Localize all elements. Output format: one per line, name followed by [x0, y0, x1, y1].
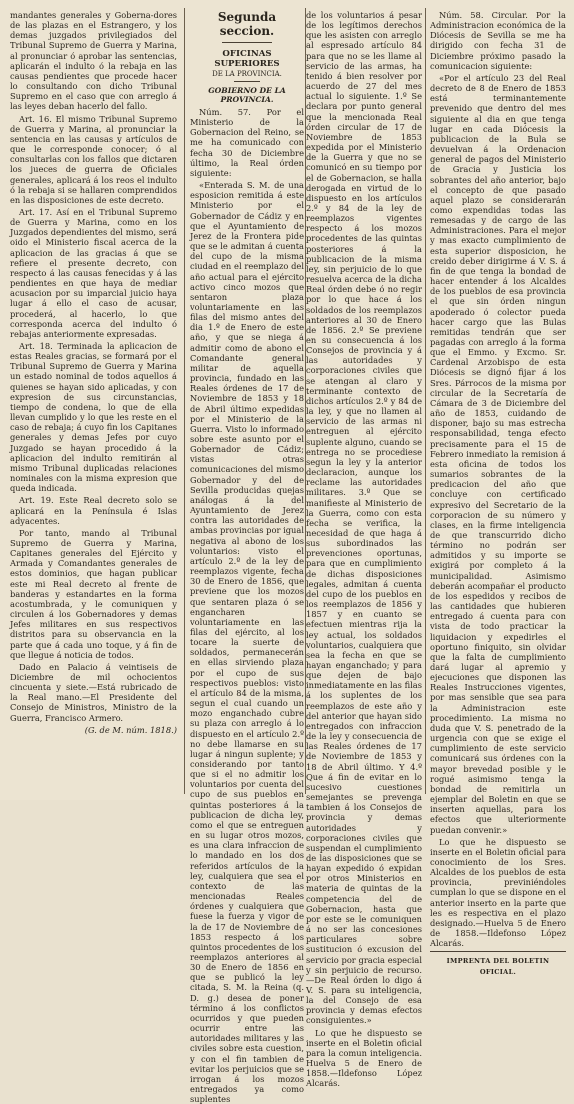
paragraph: «Por el artículo 23 del Real decreto de 8 de Enero de 1853 está terminantemente prevenido que dentro del mes siguiente al dia en que tenga lugar en cada Diócesis la publicacion de la Bula se devuelvan á la Ordenacion general de pagos del Ministerio de Gracia y Justicia los sobrantes del año anterior, bajo el concepto de que pasado aquel plazo se considerarán como expendidas todas las remesadas y de cargo de las Administraciones. Para el mejor y mas exacto cumplimiento de esta superior disposicion, he creido deber dirigirme á V. S. á fin de que tenga la bondad de hacer entender á los Alcaldes de los pueblos de esa provincia el que sin órden ningun apoderado ó colector pueda hacer cargo que las Bulas remitidas tendrán que ser pagadas con arreglo á la forma que el Emmo. y Excmo. Sr. Cardenal Arzobispo de esta Diócesis se dignó fijar á los Sres. Párrocos de la misma por circular de la Secretaría de Cámara de 3 de Diciembre del año de 1853, cuidando de disponer, bajo su mas estrecha responsabilidad, tenga efecto precisamente para el 15 de Febrero inmediato la remision á esta oficina de todos los sumarios sobrantes de la predicacion del año que concluye con certificado expresivo del Secretario de la corporacion de su número y clases, en la firme inteligencia de que transcurrido dicho término no podrán ser admitidos y su importe se exigirá por completo á la municipalidad. Asimismo deberán acompañar el producto de los espedidos y recibos de las cantidades que hubieren entregado á cuenta para con vista de todo practicar la liquidacion y expedirles el oportuno finiquito, sin olvidar que la falta de cumplimiento dará lugar al apremio y ejecuciones que disponen las Reales Instrucciones vigentes, por mas sensible que sea para la Administracion este procedimiento. La misma no duda que V. S. penetrado de la urgencia con que se exige el cumplimiento de este servicio comunicará sus órdenes con la mayor brevedad posible y le rogué asimismo tenga la bondad de remitirla un ejemplar del Boletin en que se inserten aquellas, para los efectos que ulteriormente puedan convenir.»: [430, 72, 566, 835]
separator: [234, 81, 260, 82]
paragraph: mandantes generales y Goberna-dores de las plazas en el Estrangero, y los demas juzgados privilegiados del Tribunal Supremo de Guerra y Marina, al pronunciar ó aprobar las sentencias, aplicarán el indulto ó la rebaja en las causas pendientes que procede hacer lo consultando con dicho Tribunal Supremo en el caso que con arreglo á las leyes deban hacerlo del fallo.: [10, 10, 177, 112]
paragraph: Art. 19. Este Real decreto solo se aplicará en la Península é Islas adyacentes.: [10, 495, 177, 526]
government-heading: GOBIERNO DE LA PROVINCIA.: [208, 86, 286, 104]
gazette-reference: (G. de M. núm. 1818.): [84, 724, 177, 735]
imprint: IMPRENTA DEL BOLETIN OFICIAL.: [446, 957, 550, 976]
paragraph: Art. 18. Terminada la aplicacion de estas Reales gracias, se formará por el Tribunal Supremo de Guerra y Marina un estado nominal de todos aquellos á quienes se hayan sido aplicadas, y con expresion de sus circunstancias, tiempo de condena, lo que de ella llevan cumplido y lo que les reste en el caso de rebaja; á cuyo fin los Capitanes generales y demas Jefes por cuyo Juzgado se hayan procedido á la aplicacion del indulto remitirán al mismo Tribunal duplicadas relaciones nominales con la misma expresion que queda indicada.: [10, 341, 177, 494]
separator: [222, 42, 272, 43]
paragraph: Art. 17. Así en el Tribunal Supremo de Guerra y Marina, como en los Juzgados dependientes del mismo, será oido el Ministerio fiscal acerca de la aplicacion de las gracias á que se refiere el presente decreto, con respecto á las causas fenecidas y á las pendientes en que haya de mediar acusacion por su imparcial juicio haya lugar á ello el caso de acusar, procederá, al hacerlo, lo que corresponda acerca del indulto ó rebajas anteriormente expresadas.: [10, 206, 177, 339]
paragraph: Art. 16. El mismo Tribunal Supremo de Guerra y Marina, al pronunciar la sentencia en las causas y artículos de que le corresponde conocer; ó al consultarlas con los fallos que dictaren los jueces de guerra de Oficiales generales, aplicará á los reos el indulto ó la rebaja si se hallaren comprendidos en las disposiciones de este decreto.: [10, 113, 177, 205]
paragraph: Núm. 57. Por el Ministerio de la Gobernacion del Reino, se me ha comunicado con fecha 30 de Diciembre último, la Real órden siguiente:: [190, 107, 304, 178]
column-4: [430, 10, 566, 976]
paragraph: «Enterada S. M. de una esposicion remitida á este Ministerio por el Gobernador de Cádiz y en que el Ayuntamiento de Jerez de la Frontera pide que se le admitan á cuenta del cupo de la misma ciudad en el reemplazo del año actual para el ejército activo cinco mozos que sentaron plaza voluntariamente en las filas del mismo antes del dia 1.º de Enero de este año, y que se niega á admitir como de abono el Comandante general militar de aquella provincia, fundado en las Reales órdenes de 17 de Noviembre de 1853 y 18 de Abril último expedidas por el Ministerio de la Guerra. Visto lo informado sobre este asunto por el Gobernador de Cádiz; vistas otras comunicaciones del mismo Gobernador y del de Sevilla producidas quejas análogas á la del Ayuntamiento de Jerez contra las autoridades de ambas provincias por igual negativa al abono de los voluntarios: visto el artículo 2.º de la ley de reemplazos vigente, fecha 30 de Enero de 1856, que previene que los mozos que sentaren plaza ó se engancharen voluntariamente en las filas del ejército, al los tocare la suerte de soldados, permanecerán en ellas sirviendo plaza por el cupo de sus respectivos pueblos: visto el artículo 84 de la misma, segun el cual cuando un mozo enganchado cubre su plaza con arreglo á lo dispuesto en el artículo 2.º no debe llamarse en su lugar á ningun suplente; y considerando por tanto que si el no admitir los voluntarios por cuenta del cupo de sus pueblos en quintas posteriores á la publicacion de dicha ley, como el que se entreguen en su lugar otros mozos, es una clara infraccion de lo mandado en los dos referidos artículos de la ley, cualquiera que sea el contexto de las mencionadas Reales órdenes y cualquiera que fuese la fuerza y vigor de la de 17 de Noviembre de 1853 respecto á los quintos procedentes de los reemplazos anteriores al 30 de Enero de 1856 en que se publicó la ley citada, S. M. la Reina (q. D. g.) desea de poner término á los conflictos ocurridos y que pueden ocurrir entre las autoridades militares y las civiles sobre esta cuestion, y con el fin tambien de evitar los perjuicios que se irrogan á los mozos entregados ya como suplentes: [190, 180, 304, 1104]
office-subtitle: DE LA PROVINCIA.: [212, 70, 282, 78]
column-divider: [184, 8, 185, 794]
office-title: OFICINAS SUPERIORES: [214, 49, 280, 69]
paragraph: Por tanto, mando al Tribunal Supremo de Guerra y Marina, Capitanes generales del Ejército y Armada y Comandantes generales de estos dominios, que hagan publicar este mi Real decreto al frente de banderas y estandartes en la forma acostumbrada, y le comuniquen y circulen á los Gobernadores y demas Jefes militares en sus respectivos distritos para su observancia en la parte que á cada uno toque, y á fin de que llegue á noticia de todos.: [10, 527, 177, 660]
column-1: [10, 10, 177, 794]
paragraph: Lo que he dispuesto se inserte en el Boletin oficial para conocimiento de los Sres. Alcaldes de los pueblos de esta provincia, previniéndoles cumplan lo que se dispone en el anterior inserto en la parte que les es respectiva en el plazo designado.—Huelva 5 de Enero de 1858.—Ildefonso López Alcarás.: [430, 836, 566, 949]
paragraph: Núm. 58. Circular. Por la Administracion económica de la Diócesis de Sevilla se me ha dirigido con fecha 31 de Diciembre próximo pasado la comunicacion siguiente:: [430, 10, 566, 71]
section-title: Segunda seccion.: [217, 10, 277, 38]
column-2: [190, 10, 304, 1104]
paragraph: de los voluntarios á pesar de los legítimos derechos que les asisten con arreglo al espresado artículo 84 para que no se les llame al servicio de las armas, ha tenido á bien resolver por acuerdo de 27 del mes actual lo siguiente. 1.º Se declara por punto general que la mencionada Real órden circular de 17 de Noviembre de 1853 expedida por el Ministerio de la Guerra y que no se comunicó en su tiempo por el de Gobernacion, se halla derogada en virtud de lo dispuesto en los artículos 2.º y 84 de la ley de reemplazos vigentes respecto á los mozos procedentes de las quintas posteriores á la publicacion de la misma ley, sin perjuicio de lo que resuelva acerca de la dicha Real órden debe ó no regir por lo que hace á los soldados de los reemplazos anteriores al 30 de Enero de 1856. 2.º Se previene en su consecuencia á los Consejos de provincia y á las autoridades y corporaciones civiles que se atengan al claro y terminante contexto de dichos artículos 2.º y 84 de la ley, y que no llamen al servicio de las armas ni entreguen al ejército suplente alguno, cuando se entrega no se procediese segun la ley y la anterior declaracion, aunque los reclame las autoridades militares. 3.º Que se manifieste al Ministerio de la Guerra, como con esta fecha se verifica, la necesidad de que haga á sus subordinados las prevenciones oportunas, para que en cumplimiento de dichas disposiciones legales, admitan á cuenta del cupo de los pueblos en los reemplazos de 1856 y 1857 y en cuanto se efectuen mientras rija la ley actual, los soldados voluntarios, cualquiera que sea la fecha en que se hayan enganchado; y para que dejen de bajo inmediatamente en las filas á los suplentes de los reemplazos de este año y del anterior que hayan sido entregados con infraccion de la ley y consecuencia de las Reales órdenes de 17 de Noviembre de 1853 y 18 de Abril último. Y 4.º Que á fin de evitar en lo sucesivo cuestiones semejantes se prevenga tambien á los Consejos de provincia y demas autoridades y corporaciones civiles que suspendan el cumplimiento de las disposiciones que se hayan expedido ó expidan por otros Ministerios en materia de quintas de la competencia del de Gobernacion, hasta que por este se le comuniquen á no ser las concesiones particulares sobre sustitucion ó excusion del servicio por gracia especial y sin perjuicio de recurso.—De Real órden lo digo á V. S. para su inteligencia, la del Consejo de esa provincia y demas efectos consiguientes.»: [306, 10, 422, 1026]
column-divider: [425, 8, 426, 794]
column-3: [306, 10, 422, 1089]
paragraph: Dado en Palacio á veintiseis de Diciembre de mil ochocientos cincuenta y siete.—Está rubricado de la Real mano.—El Presidente del Consejo de Ministros, Ministro de la Guerra, Francisco Armero.: [10, 661, 177, 723]
paragraph: Lo que he dispuesto se inserte en el Boletin oficial para la comun inteligencia. Huelva 5 de Enero de 1858.—Ildefonso López Alcarás.: [306, 1027, 422, 1089]
separator: [430, 951, 566, 952]
